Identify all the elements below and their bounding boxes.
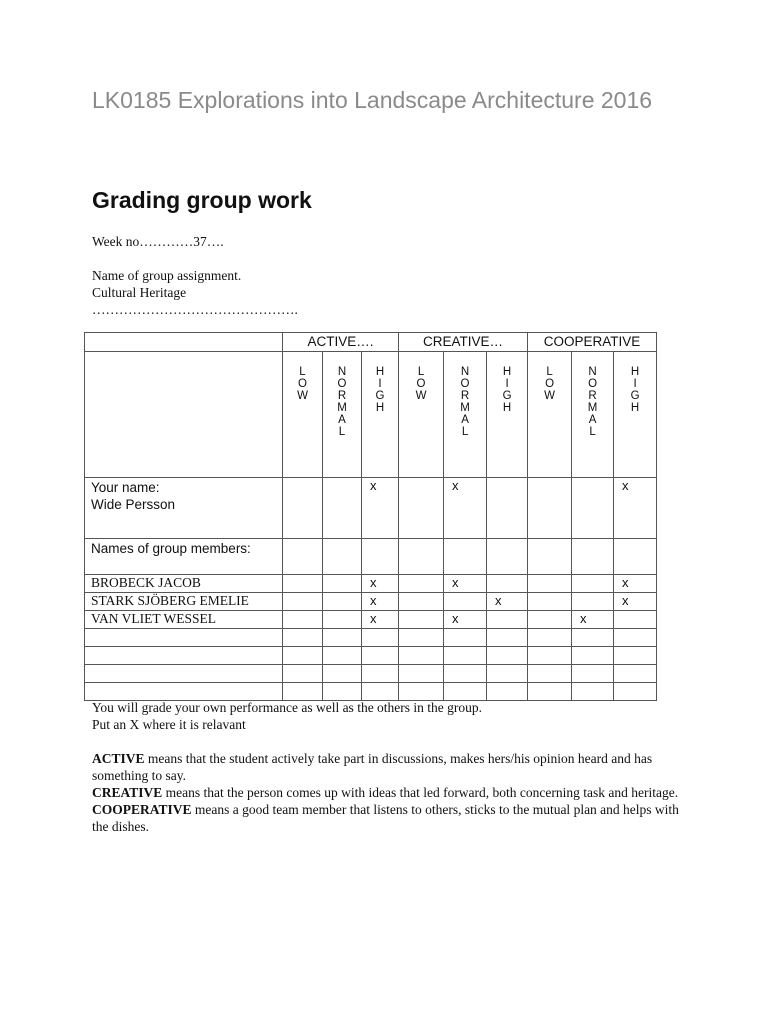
grade-cell-empty[interactable] xyxy=(323,665,362,683)
grade-cell-empty[interactable] xyxy=(528,539,572,575)
level-letter: N xyxy=(588,366,597,378)
grade-cell-empty[interactable] xyxy=(399,683,444,701)
grade-cell-active-normal[interactable] xyxy=(323,478,362,539)
level-letter: H xyxy=(375,366,385,378)
term-creative: CREATIVE xyxy=(92,785,163,800)
instructions-line-1: You will grade your own performance as well as the others in the group. xyxy=(92,700,483,715)
grade-cell-creative-high[interactable]: x xyxy=(487,593,528,611)
level-letter: I xyxy=(633,378,637,390)
level-letter: I xyxy=(378,378,382,390)
instructions-line-2: Put an X where it is relavant xyxy=(92,717,246,732)
grade-cell-cooperative-normal[interactable] xyxy=(572,575,614,593)
dotted-line: ………………………………………. xyxy=(92,302,298,317)
grade-cell-empty[interactable] xyxy=(283,665,323,683)
level-letter: R xyxy=(460,390,470,402)
definition-active xyxy=(92,750,692,784)
grade-cell-empty[interactable] xyxy=(614,683,657,701)
definition-cooperative-text: means a good team member that listens to others, sticks to the mutual plan and helps with the dishes. xyxy=(92,802,679,834)
definition-creative xyxy=(92,784,692,801)
term-cooperative: COOPERATIVE xyxy=(92,802,192,817)
members-label: Names of group members: xyxy=(85,539,283,575)
level-letter: O xyxy=(588,378,598,390)
grade-cell-creative-normal[interactable]: x xyxy=(444,478,487,539)
grade-cell-empty[interactable] xyxy=(572,647,614,665)
grade-cell-empty[interactable] xyxy=(572,683,614,701)
group-header-row xyxy=(85,333,657,352)
level-letter: L xyxy=(589,426,596,438)
grade-cell-empty[interactable] xyxy=(323,629,362,647)
grade-cell-cooperative-high[interactable]: x xyxy=(614,575,657,593)
grade-cell-empty[interactable] xyxy=(614,629,657,647)
grading-table xyxy=(84,332,657,701)
grade-cell-empty[interactable] xyxy=(444,683,487,701)
grade-cell-cooperative-high[interactable] xyxy=(614,611,657,629)
definition-cooperative xyxy=(92,801,692,835)
level-header-creative-high xyxy=(487,352,528,478)
grade-cell-empty[interactable] xyxy=(399,647,444,665)
level-letter: H xyxy=(502,402,512,414)
grade-cell-creative-low[interactable] xyxy=(399,593,444,611)
grade-cell-empty[interactable] xyxy=(323,647,362,665)
group-header-cooperative: COOPERATIVE xyxy=(528,333,657,352)
group-header-active: ACTIVE…. xyxy=(283,333,399,352)
grade-cell-active-high[interactable]: x xyxy=(362,593,399,611)
term-active: ACTIVE xyxy=(92,751,145,766)
grade-cell-active-normal[interactable] xyxy=(323,593,362,611)
level-letter: N xyxy=(337,366,347,378)
grade-cell-empty[interactable] xyxy=(283,647,323,665)
grade-cell-empty[interactable] xyxy=(487,665,528,683)
level-letter: M xyxy=(337,402,347,414)
level-letter: G xyxy=(630,390,640,402)
level-letter: L xyxy=(299,366,306,378)
grade-cell-active-normal[interactable] xyxy=(323,611,362,629)
grade-cell-active-low[interactable] xyxy=(283,593,323,611)
member-name-empty[interactable] xyxy=(85,647,283,665)
grade-cell-cooperative-normal[interactable]: x xyxy=(572,611,614,629)
blank-header-cell xyxy=(85,333,283,352)
blank-level-cell xyxy=(85,352,283,478)
grade-cell-empty[interactable] xyxy=(283,539,323,575)
member-row xyxy=(85,575,657,593)
grade-cell-creative-normal[interactable] xyxy=(444,593,487,611)
level-letter: O xyxy=(460,378,470,390)
level-letter: O xyxy=(545,378,555,390)
grade-cell-active-low[interactable] xyxy=(283,478,323,539)
member-row xyxy=(85,593,657,611)
grade-cell-empty[interactable] xyxy=(487,539,528,575)
grade-cell-creative-high[interactable] xyxy=(487,575,528,593)
grade-cell-empty[interactable] xyxy=(487,647,528,665)
your-name-cell xyxy=(85,478,283,539)
group-header-creative: CREATIVE… xyxy=(399,333,528,352)
level-letter: H xyxy=(630,402,640,414)
level-letter: W xyxy=(297,390,308,402)
level-letter: A xyxy=(338,414,346,426)
member-name: BROBECK JACOB xyxy=(85,575,283,593)
self-row xyxy=(85,478,657,539)
grade-cell-empty[interactable] xyxy=(362,647,399,665)
grade-cell-creative-low[interactable] xyxy=(399,575,444,593)
grade-cell-active-high[interactable]: x xyxy=(362,575,399,593)
grade-cell-empty[interactable] xyxy=(399,665,444,683)
members-label-row xyxy=(85,539,657,575)
level-letter: A xyxy=(588,414,597,426)
grade-cell-creative-low[interactable] xyxy=(399,478,444,539)
level-letter: R xyxy=(588,390,597,402)
level-letter: O xyxy=(337,378,347,390)
level-letter: W xyxy=(415,390,427,402)
level-header-active-low xyxy=(283,352,323,478)
empty-member-row xyxy=(85,629,657,647)
level-header-row xyxy=(85,352,657,478)
level-letter: O xyxy=(416,378,426,390)
grade-cell-active-normal[interactable] xyxy=(323,575,362,593)
level-header-creative-low xyxy=(399,352,444,478)
level-letter: A xyxy=(461,414,469,426)
grade-cell-empty[interactable] xyxy=(572,629,614,647)
grade-cell-empty[interactable] xyxy=(444,629,487,647)
level-header-active-normal xyxy=(323,352,362,478)
grade-cell-empty[interactable] xyxy=(528,629,572,647)
grade-cell-empty[interactable] xyxy=(614,647,657,665)
grade-cell-empty[interactable] xyxy=(614,665,657,683)
level-letter: M xyxy=(587,402,598,414)
grade-cell-empty[interactable] xyxy=(528,665,572,683)
grade-cell-empty[interactable] xyxy=(362,629,399,647)
level-letter: W xyxy=(544,390,555,402)
grade-cell-empty[interactable] xyxy=(572,665,614,683)
level-letter: H xyxy=(375,402,385,414)
grade-cell-cooperative-normal[interactable] xyxy=(572,478,614,539)
your-name-label: Your name: xyxy=(91,480,160,495)
member-name-empty[interactable] xyxy=(85,665,283,683)
member-name: STARK SJÖBERG EMELIE xyxy=(85,593,283,611)
definition-creative-text: means that the person comes up with ideas that led forward, both concerning task and heritage. xyxy=(162,785,679,800)
grade-cell-empty[interactable] xyxy=(362,539,399,575)
level-header-active-high xyxy=(362,352,399,478)
level-header-cooperative-low xyxy=(528,352,572,478)
level-letter: G xyxy=(375,390,385,402)
grade-cell-empty[interactable] xyxy=(528,683,572,701)
grade-cell-empty[interactable] xyxy=(444,665,487,683)
grade-cell-cooperative-high[interactable]: x xyxy=(614,593,657,611)
level-header-cooperative-normal xyxy=(572,352,614,478)
level-letter: I xyxy=(505,378,509,390)
grade-cell-cooperative-low[interactable] xyxy=(528,593,572,611)
level-letter: L xyxy=(417,366,425,378)
grade-cell-active-high[interactable]: x xyxy=(362,478,399,539)
grade-cell-cooperative-normal[interactable] xyxy=(572,593,614,611)
grade-cell-empty[interactable] xyxy=(323,683,362,701)
empty-member-row xyxy=(85,647,657,665)
empty-member-row xyxy=(85,665,657,683)
grade-cell-empty[interactable] xyxy=(283,629,323,647)
assignment-value: Cultural Heritage xyxy=(92,285,187,300)
level-header-creative-normal xyxy=(444,352,487,478)
your-name-value: Wide Persson xyxy=(91,497,176,512)
assignment-label: Name of group assignment. xyxy=(92,268,242,283)
grade-cell-cooperative-low[interactable] xyxy=(528,478,572,539)
grade-cell-active-low[interactable] xyxy=(283,575,323,593)
level-letter: N xyxy=(460,366,470,378)
grade-cell-empty[interactable] xyxy=(362,683,399,701)
grade-cell-cooperative-high[interactable]: x xyxy=(614,478,657,539)
level-letter: O xyxy=(298,378,307,390)
page-title: Grading group work xyxy=(92,187,312,213)
grade-cell-empty[interactable] xyxy=(283,683,323,701)
grade-cell-creative-low[interactable] xyxy=(399,611,444,629)
grade-cell-creative-normal[interactable]: x xyxy=(444,575,487,593)
grade-cell-empty[interactable] xyxy=(572,539,614,575)
level-header-cooperative-high xyxy=(614,352,657,478)
grade-cell-empty[interactable] xyxy=(487,683,528,701)
level-letter: M xyxy=(460,402,470,414)
grade-cell-empty[interactable] xyxy=(399,539,444,575)
grade-cell-empty[interactable] xyxy=(444,539,487,575)
grade-cell-empty[interactable] xyxy=(399,629,444,647)
member-row xyxy=(85,611,657,629)
grade-cell-creative-high[interactable] xyxy=(487,611,528,629)
course-title: LK0185 Explorations into Landscape Architecture 2016 xyxy=(92,87,653,113)
level-letter: L xyxy=(338,426,346,438)
grade-cell-active-high[interactable]: x xyxy=(362,611,399,629)
grade-cell-empty[interactable] xyxy=(362,665,399,683)
definition-active-text: means that the student actively take part in discussions, makes hers/his opinion heard and has something to say. xyxy=(92,751,653,783)
grade-cell-active-low[interactable] xyxy=(283,611,323,629)
level-letter: R xyxy=(337,390,347,402)
member-name-empty[interactable] xyxy=(85,629,283,647)
grade-cell-cooperative-low[interactable] xyxy=(528,575,572,593)
empty-member-row xyxy=(85,683,657,701)
level-letter: L xyxy=(461,426,469,438)
grade-cell-empty[interactable] xyxy=(444,647,487,665)
grade-cell-empty[interactable] xyxy=(323,539,362,575)
level-letter: H xyxy=(502,366,512,378)
level-letter: L xyxy=(546,366,553,378)
instructions xyxy=(92,699,692,835)
member-name-empty[interactable] xyxy=(85,683,283,701)
level-letter: H xyxy=(630,366,640,378)
level-letter: G xyxy=(502,390,512,402)
grade-cell-empty[interactable] xyxy=(487,629,528,647)
grade-cell-creative-high[interactable] xyxy=(487,478,528,539)
week-number: Week no…………37…. xyxy=(92,234,224,249)
member-name: VAN VLIET WESSEL xyxy=(85,611,283,629)
grade-cell-empty[interactable] xyxy=(614,539,657,575)
grade-cell-cooperative-low[interactable] xyxy=(528,611,572,629)
grade-cell-creative-normal[interactable]: x xyxy=(444,611,487,629)
grade-cell-empty[interactable] xyxy=(528,647,572,665)
